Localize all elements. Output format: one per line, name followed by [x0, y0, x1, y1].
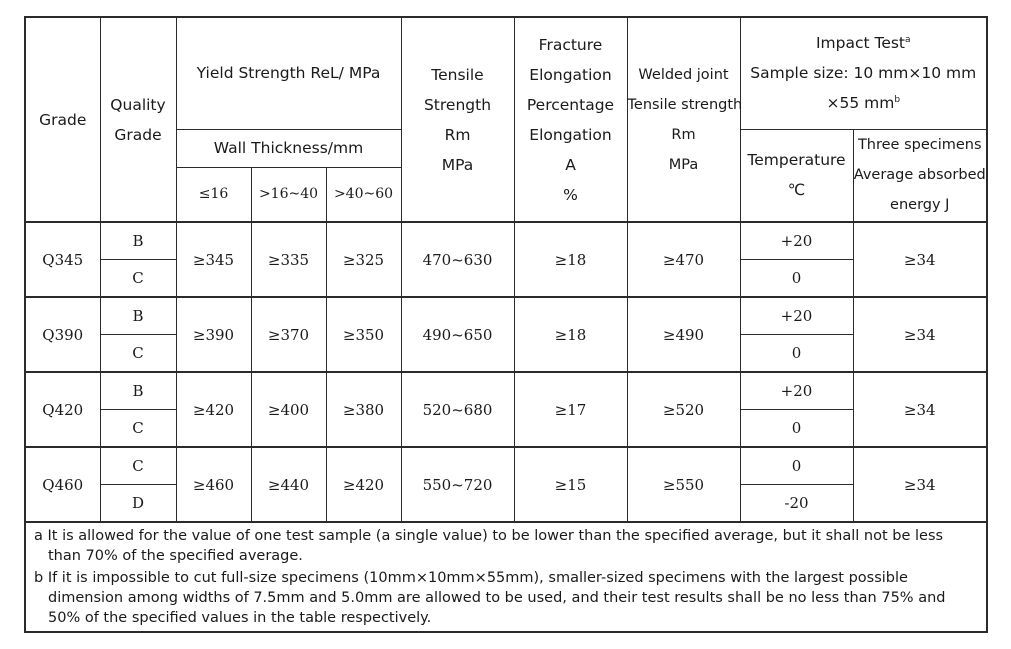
weld-cell: ≥490: [627, 297, 740, 372]
yield-cell: ≥390: [176, 297, 251, 372]
note-b: b If it is impossible to cut full-size specimens (10mm×10mm×55mm), smaller-sized specimens with the largest possible dimension among widths of 7.5mm and 5.0mm are allowed to be used, and their test results shall be no less than 75% and 50% of the specified values in the table respectively.: [34, 570, 946, 626]
quality-cell: C: [100, 334, 176, 372]
yield-cell: ≥420: [176, 372, 251, 447]
temperature-cell: -20: [740, 484, 853, 522]
quality-cell: C: [100, 409, 176, 447]
header-tensile-strength: Tensile Strength Rm MPa: [401, 17, 514, 222]
quality-cell: B: [100, 222, 176, 259]
yield-cell: ≥325: [326, 222, 401, 297]
header-temperature: Temperature ℃: [740, 129, 853, 222]
header-quality-grade: Quality Grade: [100, 17, 176, 222]
weld-cell: ≥550: [627, 447, 740, 522]
header-thickness-16-40: >16~40: [251, 167, 326, 222]
temperature-cell: +20: [740, 222, 853, 259]
weld-cell: ≥470: [627, 222, 740, 297]
energy-cell: ≥34: [853, 297, 987, 372]
yield-cell: ≥350: [326, 297, 401, 372]
quality-cell: D: [100, 484, 176, 522]
grade-cell: Q420: [25, 372, 100, 447]
temperature-cell: 0: [740, 259, 853, 297]
temperature-cell: +20: [740, 297, 853, 334]
elongation-cell: ≥17: [514, 372, 627, 447]
elongation-cell: ≥15: [514, 447, 627, 522]
tensile-cell: 470~630: [401, 222, 514, 297]
temperature-cell: 0: [740, 334, 853, 372]
grade-cell: Q460: [25, 447, 100, 522]
yield-cell: ≥400: [251, 372, 326, 447]
quality-cell: B: [100, 297, 176, 334]
temperature-cell: 0: [740, 447, 853, 484]
quality-cell: C: [100, 259, 176, 297]
quality-cell: B: [100, 372, 176, 409]
tensile-cell: 520~680: [401, 372, 514, 447]
yield-cell: ≥420: [326, 447, 401, 522]
tensile-cell: 550~720: [401, 447, 514, 522]
header-impact-test: Impact Test$^a$ Sample size: 10 mm×10 mm ×55 $mm^b$: [740, 17, 987, 129]
header-absorbed-energy: Three specimens Average absorbed energy J: [853, 129, 987, 222]
yield-cell: ≥370: [251, 297, 326, 372]
yield-cell: ≥345: [176, 222, 251, 297]
header-yield-strength: Yield Strength ReL/ MPa: [176, 17, 401, 129]
yield-cell: ≥380: [326, 372, 401, 447]
temperature-cell: +20: [740, 372, 853, 409]
energy-cell: ≥34: [853, 447, 987, 522]
header-thickness-40-60: >40~60: [326, 167, 401, 222]
note-a: a It is allowed for the value of one test sample (a single value) to be lower than the specified average, but it shall not be less than 70% of the specified average.: [34, 528, 944, 564]
yield-cell: ≥460: [176, 447, 251, 522]
grade-cell: Q390: [25, 297, 100, 372]
grade-cell: Q345: [25, 222, 100, 297]
header-wall-thickness: Wall Thickness/mm: [176, 129, 401, 167]
weld-cell: ≥520: [627, 372, 740, 447]
properties-table-container: [24, 16, 986, 633]
elongation-cell: ≥18: [514, 222, 627, 297]
table-notes: [25, 522, 987, 632]
header-welded-joint: Welded joint Tensile strength Rm MPa: [627, 17, 740, 222]
energy-cell: ≥34: [853, 222, 987, 297]
tensile-cell: 490~650: [401, 297, 514, 372]
header-fracture-elongation: Fracture Elongation Percentage Elongation A %: [514, 17, 627, 222]
temperature-cell: 0: [740, 409, 853, 447]
quality-cell: C: [100, 447, 176, 484]
elongation-cell: ≥18: [514, 297, 627, 372]
yield-cell: ≥440: [251, 447, 326, 522]
header-grade: Grade: [25, 17, 100, 222]
energy-cell: ≥34: [853, 372, 987, 447]
header-thickness-le16: ≤16: [176, 167, 251, 222]
yield-cell: ≥335: [251, 222, 326, 297]
mechanical-properties-table: [24, 16, 988, 633]
